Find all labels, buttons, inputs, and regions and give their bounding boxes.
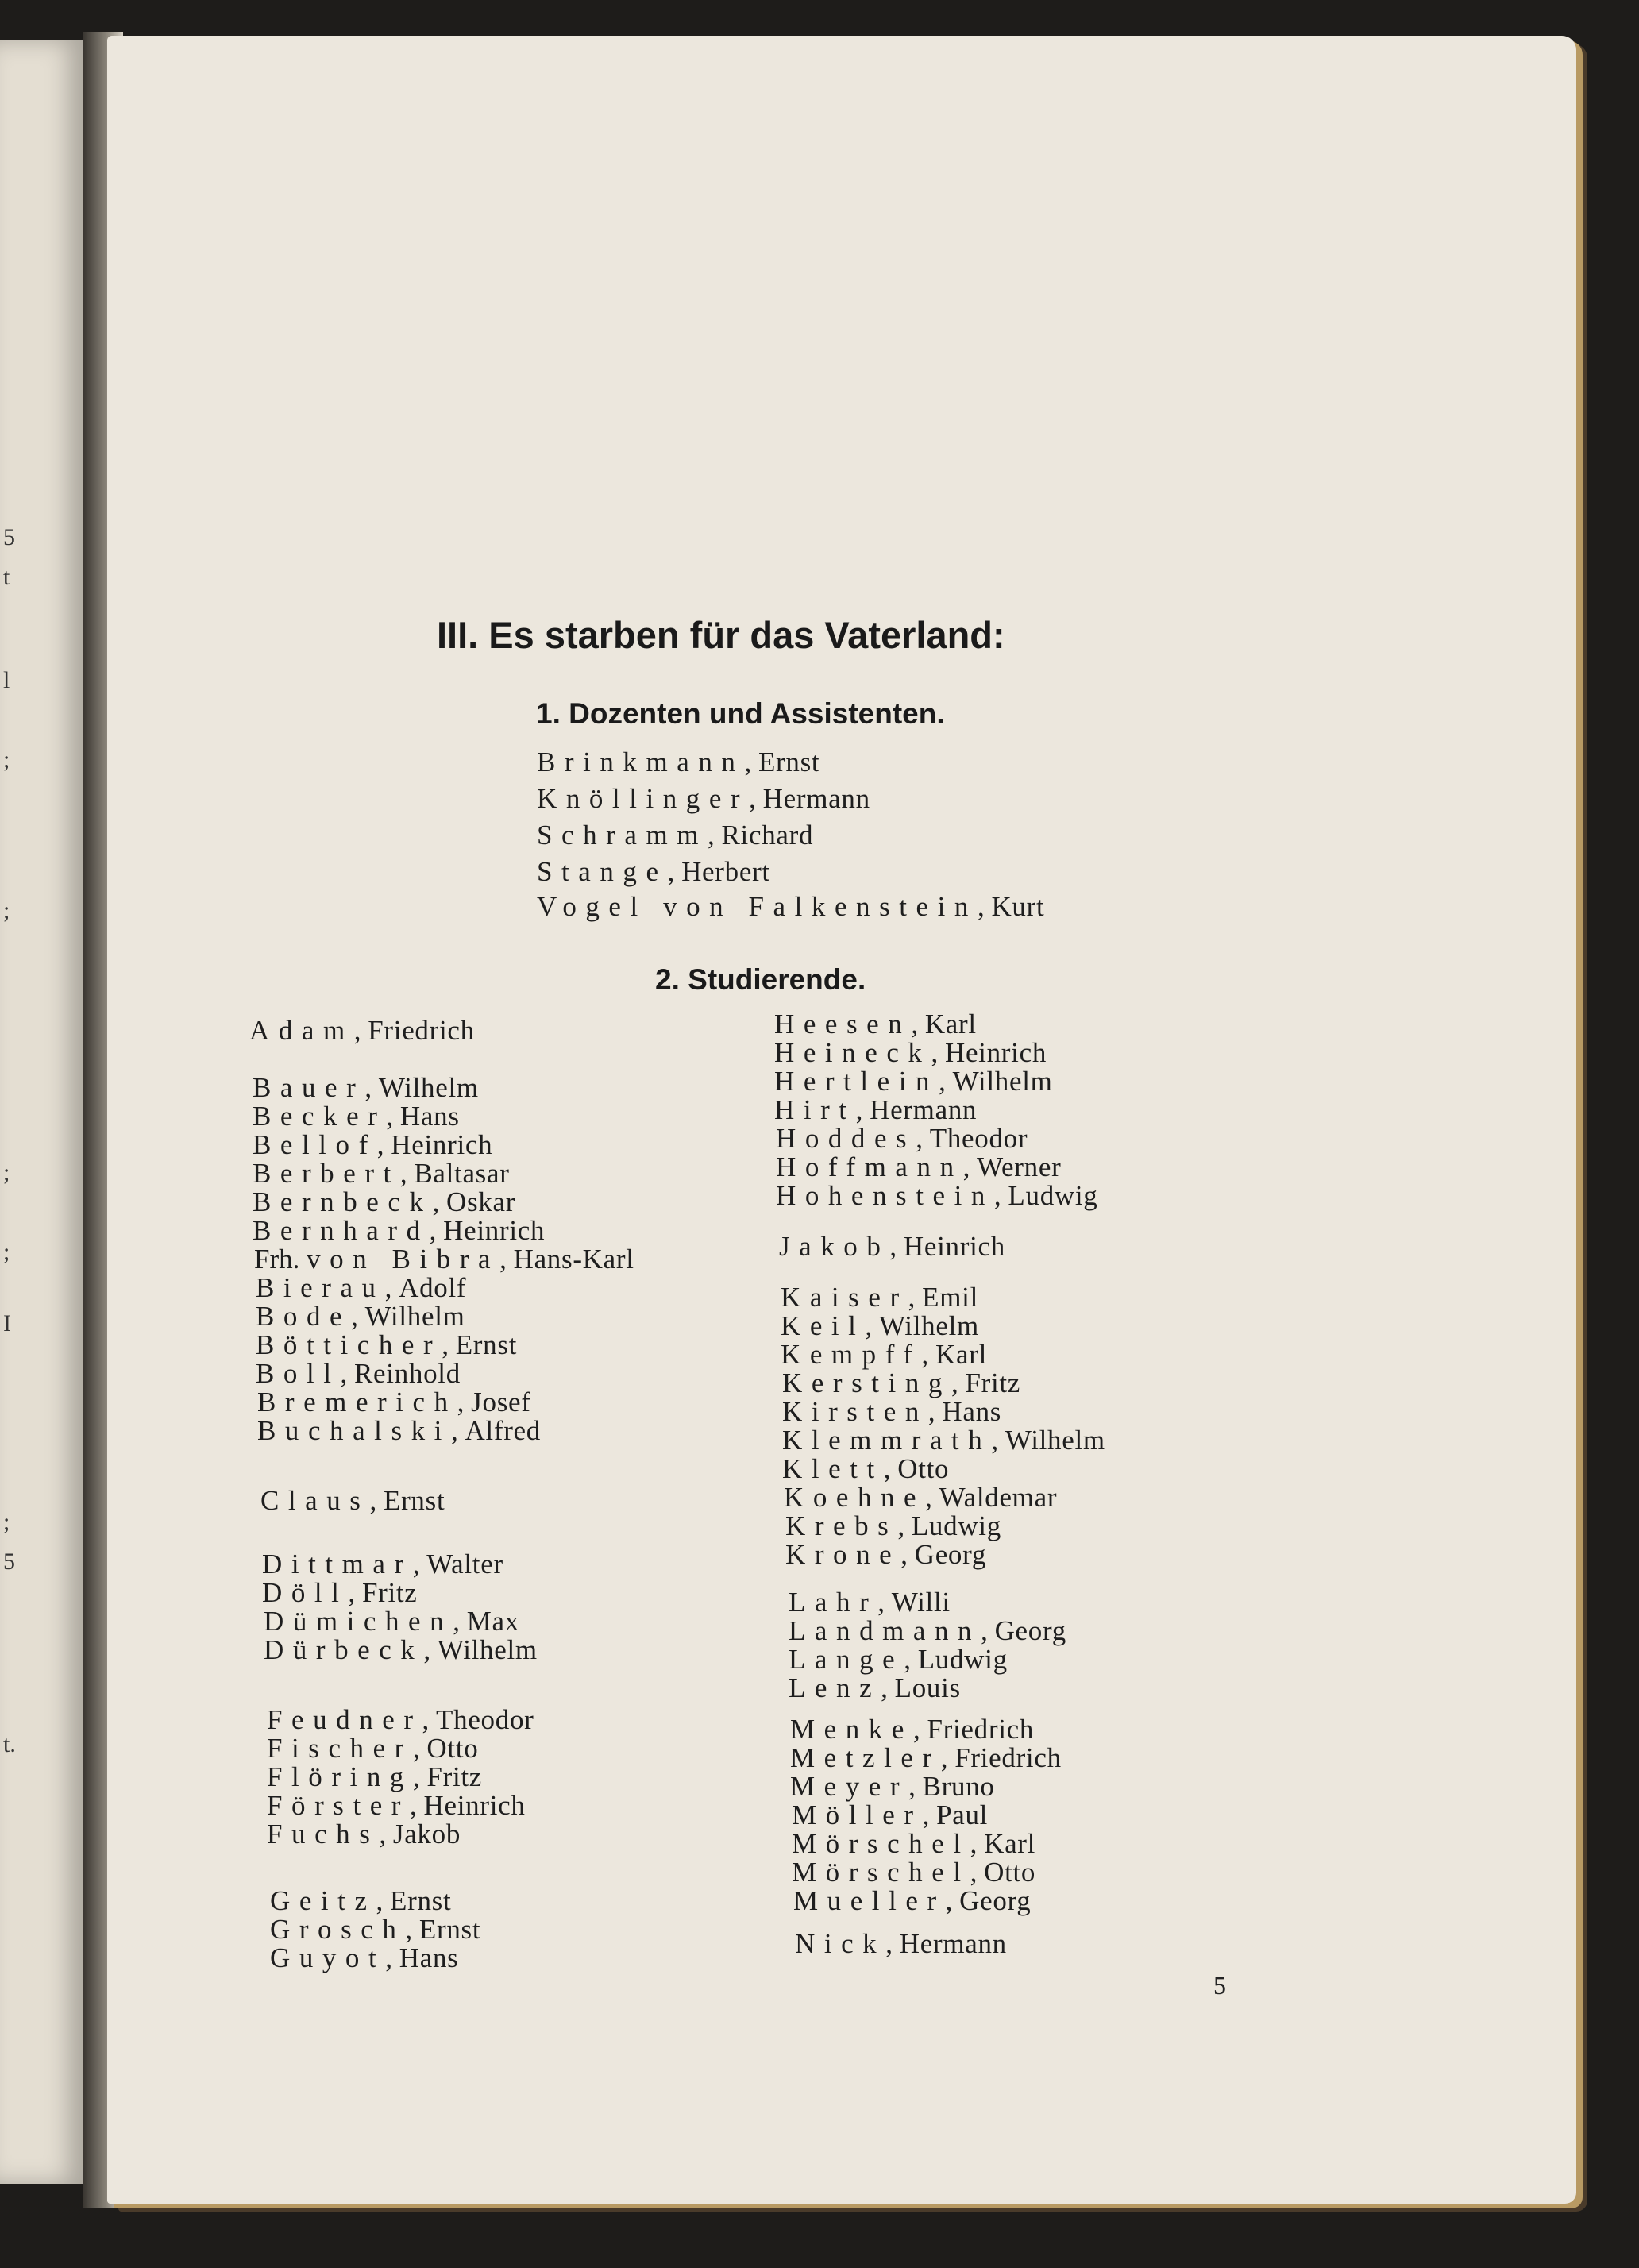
surname: Heesen — [774, 1009, 912, 1040]
given-name: Bruno — [922, 1771, 995, 1802]
surname: Metzler — [790, 1742, 941, 1773]
given-name: Herbert — [681, 856, 770, 887]
surname: Klett — [782, 1453, 884, 1484]
given-name: Ernst — [455, 1329, 518, 1360]
surname: Berbert — [253, 1158, 400, 1189]
given-name: Otto — [426, 1733, 479, 1764]
surname: Flöring — [267, 1761, 413, 1792]
surname: Hoddes — [776, 1123, 916, 1154]
student-name-entry: Fuchs, Jakob — [267, 1819, 461, 1850]
facing-page-text-fragment: ; — [3, 746, 10, 773]
surname: Hoffmann — [776, 1151, 963, 1182]
section-2-title: 2. Studierende. — [655, 963, 866, 996]
surname: Kaiser — [781, 1282, 908, 1313]
facing-page-text-fragment: l — [3, 667, 10, 693]
surname: Krebs — [785, 1510, 898, 1541]
surname: Bauer — [253, 1072, 365, 1103]
student-name-entry: Frh. von Bibra, Hans-Karl — [254, 1244, 634, 1275]
given-name: Hans — [399, 1101, 460, 1132]
student-name-entry: Dürbeck, Wilhelm — [264, 1634, 538, 1665]
given-name: Max — [466, 1606, 519, 1637]
student-name-entry: Bremerich, Josef — [257, 1387, 531, 1418]
surname: Möller — [792, 1799, 923, 1830]
student-name-entry: Klett, Otto — [782, 1453, 950, 1484]
given-name: Kurt — [991, 891, 1045, 922]
facing-page-text-fragment: I — [3, 1310, 11, 1336]
surname: Nick — [795, 1928, 886, 1959]
given-name: Heinrich — [391, 1129, 493, 1160]
surname: Geitz — [270, 1885, 376, 1916]
student-name-entry: Guyot, Hans — [270, 1942, 459, 1973]
surname: Dittmar — [262, 1549, 413, 1580]
student-name-entry: Mörschel, Karl — [792, 1828, 1036, 1859]
surname: Mörschel — [792, 1857, 970, 1888]
student-name-entry: Dümichen, Max — [264, 1606, 519, 1637]
given-name: Friedrich — [927, 1714, 1035, 1745]
surname: Dümichen — [264, 1606, 453, 1637]
surname: Krone — [785, 1539, 901, 1570]
given-name: Paul — [936, 1799, 989, 1830]
given-name: Georg — [914, 1539, 987, 1570]
facing-page-text-fragment: ; — [3, 1159, 10, 1186]
facing-page-edge — [0, 40, 83, 2184]
given-name: Wilhelm — [364, 1301, 465, 1332]
surname: Adam — [249, 1015, 354, 1046]
surname: Bierau — [256, 1272, 385, 1303]
surname: Meyer — [790, 1771, 909, 1802]
surname: Schramm — [537, 820, 708, 850]
given-name: Hans — [399, 1942, 459, 1973]
surname: Jakob — [779, 1231, 890, 1262]
given-name: Hans — [942, 1396, 1002, 1427]
given-name: Josef — [471, 1387, 531, 1418]
facing-page-text-fragment: ; — [3, 897, 10, 924]
student-name-entry: Flöring, Fritz — [267, 1761, 483, 1792]
given-name: Wilhelm — [378, 1072, 479, 1103]
given-name: Reinhold — [354, 1358, 461, 1389]
surname: Mueller — [793, 1885, 946, 1916]
surname: Stange — [537, 856, 668, 887]
surname: Knöllinger — [537, 783, 750, 814]
surname: Bernbeck — [253, 1186, 433, 1217]
surname: Lange — [789, 1644, 904, 1675]
surname: Kersting — [782, 1367, 951, 1398]
student-name-entry: Geitz, Ernst — [270, 1885, 452, 1916]
surname: Boll — [256, 1358, 341, 1389]
surname: Klemmrath — [782, 1425, 992, 1456]
student-name-entry: Becker, Hans — [253, 1101, 460, 1132]
faculty-name-entry: Knöllinger, Hermann — [537, 783, 870, 814]
faculty-name-entry: Brinkmann, Ernst — [537, 746, 820, 777]
page-number: 5 — [1213, 1971, 1226, 2000]
surname: Hohenstein — [776, 1180, 994, 1211]
student-name-entry: Grosch, Ernst — [270, 1914, 481, 1945]
surname: Landmann — [789, 1615, 981, 1646]
given-name: Ernst — [390, 1885, 452, 1916]
given-name: Georg — [959, 1885, 1032, 1916]
surname: Lenz — [789, 1672, 881, 1703]
given-name: Jakob — [392, 1819, 461, 1850]
student-name-entry: Menke, Friedrich — [790, 1714, 1035, 1745]
student-name-entry: Lahr, Willi — [789, 1587, 951, 1618]
name-prefix: Frh. — [254, 1244, 300, 1275]
student-name-entry: Mueller, Georg — [793, 1885, 1032, 1916]
surname: von Bibra — [307, 1244, 500, 1275]
given-name: Wilhelm — [1005, 1425, 1105, 1456]
surname: Keil — [781, 1310, 866, 1341]
student-name-entry: Krebs, Ludwig — [785, 1510, 1001, 1541]
given-name: Fritz — [361, 1577, 418, 1608]
page-heading: III. Es starben für das Vaterland: — [437, 614, 1005, 656]
surname: Bötticher — [256, 1329, 442, 1360]
facing-page-text-fragment: ; — [3, 1509, 10, 1535]
student-name-entry: Bötticher, Ernst — [256, 1329, 518, 1360]
student-name-entry: Möller, Paul — [792, 1799, 989, 1830]
faculty-name-entry: Vogel von Falkenstein, Kurt — [537, 891, 1045, 922]
surname: Bremerich — [257, 1387, 457, 1418]
student-name-entry: Bauer, Wilhelm — [253, 1072, 479, 1103]
student-name-entry: Mörschel, Otto — [792, 1857, 1036, 1888]
surname: Guyot — [270, 1942, 386, 1973]
given-name: Friedrich — [954, 1742, 1062, 1773]
student-name-entry: Koehne, Waldemar — [784, 1482, 1058, 1513]
given-name: Ernst — [418, 1914, 481, 1945]
given-name: Adolf — [399, 1272, 467, 1303]
surname: Bellof — [253, 1129, 377, 1160]
given-name: Ludwig — [917, 1644, 1008, 1675]
given-name: Theodor — [929, 1123, 1028, 1154]
facing-page-text-fragment: t — [3, 564, 10, 590]
student-name-entry: Claus, Ernst — [260, 1485, 445, 1516]
given-name: Theodor — [436, 1704, 534, 1735]
student-name-entry: Metzler, Friedrich — [790, 1742, 1062, 1773]
given-name: Ernst — [383, 1485, 445, 1516]
student-name-entry: Landmann, Georg — [789, 1615, 1066, 1646]
given-name: Wilhelm — [952, 1066, 1053, 1097]
student-name-entry: Meyer, Bruno — [790, 1771, 995, 1802]
student-name-entry: Hoffmann, Werner — [776, 1151, 1062, 1182]
surname: Förster — [267, 1790, 411, 1821]
surname: Brinkmann — [537, 746, 745, 777]
given-name: Hermann — [899, 1928, 1007, 1959]
surname: Fischer — [267, 1733, 413, 1764]
surname: Feudner — [267, 1704, 422, 1735]
surname: Buchalski — [257, 1415, 451, 1446]
student-name-entry: Jakob, Heinrich — [779, 1231, 1005, 1262]
surname: Claus — [260, 1485, 370, 1516]
surname: Vogel von Falkenstein — [537, 891, 978, 922]
given-name: Ernst — [758, 746, 820, 777]
given-name: Otto — [897, 1453, 950, 1484]
student-name-entry: Bode, Wilhelm — [256, 1301, 465, 1332]
given-name: Alfred — [465, 1415, 541, 1446]
student-name-entry: Heesen, Karl — [774, 1009, 977, 1040]
given-name: Oskar — [446, 1186, 516, 1217]
given-name: Hermann — [762, 783, 870, 814]
surname: Hertlein — [774, 1066, 939, 1097]
given-name: Heinrich — [903, 1231, 1005, 1262]
given-name: Richard — [721, 820, 814, 850]
student-name-entry: Hoddes, Theodor — [776, 1123, 1028, 1154]
student-name-entry: Kirsten, Hans — [782, 1396, 1002, 1427]
section-1-title: 1. Dozenten und Assistenten. — [536, 697, 945, 730]
surname: Fuchs — [267, 1819, 380, 1850]
surname: Mörschel — [792, 1828, 970, 1859]
surname: Bernhard — [253, 1215, 430, 1246]
given-name: Ludwig — [911, 1510, 1001, 1541]
surname: Grosch — [270, 1914, 406, 1945]
student-name-entry: Kersting, Fritz — [782, 1367, 1021, 1398]
faculty-name-entry: Schramm, Richard — [537, 820, 814, 850]
facing-page-text-fragment: 5 — [3, 524, 15, 550]
given-name: Heinrich — [443, 1215, 546, 1246]
given-name: Louis — [894, 1672, 961, 1703]
student-name-entry: Hirt, Hermann — [774, 1094, 978, 1125]
student-name-entry: Buchalski, Alfred — [257, 1415, 541, 1446]
given-name: Karl — [924, 1009, 977, 1040]
student-name-entry: Lange, Ludwig — [789, 1644, 1008, 1675]
surname: Hirt — [774, 1094, 856, 1125]
given-name: Waldemar — [939, 1482, 1058, 1513]
student-name-entry: Hohenstein, Ludwig — [776, 1180, 1098, 1211]
student-name-entry: Feudner, Theodor — [267, 1704, 534, 1735]
student-name-entry: Keil, Wilhelm — [781, 1310, 979, 1341]
student-name-entry: Dittmar, Walter — [262, 1549, 503, 1580]
student-name-entry: Bernhard, Heinrich — [253, 1215, 546, 1246]
student-name-entry: Hertlein, Wilhelm — [774, 1066, 1053, 1097]
surname: Menke — [790, 1714, 913, 1745]
given-name: Otto — [984, 1857, 1036, 1888]
surname: Koehne — [784, 1482, 926, 1513]
student-name-entry: Förster, Heinrich — [267, 1790, 526, 1821]
given-name: Werner — [977, 1151, 1062, 1182]
surname: Kirsten — [782, 1396, 928, 1427]
surname: Becker — [253, 1101, 387, 1132]
given-name: Ludwig — [1008, 1180, 1098, 1211]
surname: Dürbeck — [264, 1634, 424, 1665]
given-name: Fritz — [965, 1367, 1021, 1398]
given-name: Emil — [922, 1282, 979, 1313]
student-name-entry: Boll, Reinhold — [256, 1358, 461, 1389]
given-name: Karl — [984, 1828, 1036, 1859]
student-name-entry: Lenz, Louis — [789, 1672, 961, 1703]
facing-page-text-fragment: 5 — [3, 1549, 15, 1575]
given-name: Walter — [426, 1549, 503, 1580]
given-name: Hermann — [870, 1094, 978, 1125]
given-name: Karl — [935, 1339, 988, 1370]
student-name-entry: Bierau, Adolf — [256, 1272, 467, 1303]
student-name-entry: Bellof, Heinrich — [253, 1129, 493, 1160]
student-name-entry: Adam, Friedrich — [249, 1015, 475, 1046]
surname: Kempff — [781, 1339, 922, 1370]
student-name-entry: Berbert, Baltasar — [253, 1158, 510, 1189]
surname: Bode — [256, 1301, 352, 1332]
student-name-entry: Bernbeck, Oskar — [253, 1186, 516, 1217]
given-name: Wilhelm — [437, 1634, 538, 1665]
given-name: Willi — [891, 1587, 951, 1618]
student-name-entry: Döll, Fritz — [262, 1577, 418, 1608]
student-name-entry: Kaiser, Emil — [781, 1282, 979, 1313]
faculty-name-entry: Stange, Herbert — [537, 856, 770, 887]
given-name: Baltasar — [414, 1158, 510, 1189]
given-name: Fritz — [426, 1761, 483, 1792]
student-name-entry: Nick, Hermann — [795, 1928, 1007, 1959]
surname: Heineck — [774, 1037, 931, 1068]
given-name: Georg — [994, 1615, 1066, 1646]
facing-page-text-fragment: t. — [3, 1731, 16, 1757]
student-name-entry: Klemmrath, Wilhelm — [782, 1425, 1105, 1456]
given-name: Friedrich — [368, 1015, 475, 1046]
given-name: Wilhelm — [878, 1310, 979, 1341]
student-name-entry: Heineck, Heinrich — [774, 1037, 1047, 1068]
given-name: Hans-Karl — [513, 1244, 634, 1275]
student-name-entry: Fischer, Otto — [267, 1733, 479, 1764]
surname: Döll — [262, 1577, 349, 1608]
student-name-entry: Krone, Georg — [785, 1539, 987, 1570]
surname: Lahr — [789, 1587, 878, 1618]
student-name-entry: Kempff, Karl — [781, 1339, 988, 1370]
given-name: Heinrich — [944, 1037, 1047, 1068]
given-name: Heinrich — [423, 1790, 526, 1821]
facing-page-text-fragment: ; — [3, 1239, 10, 1265]
